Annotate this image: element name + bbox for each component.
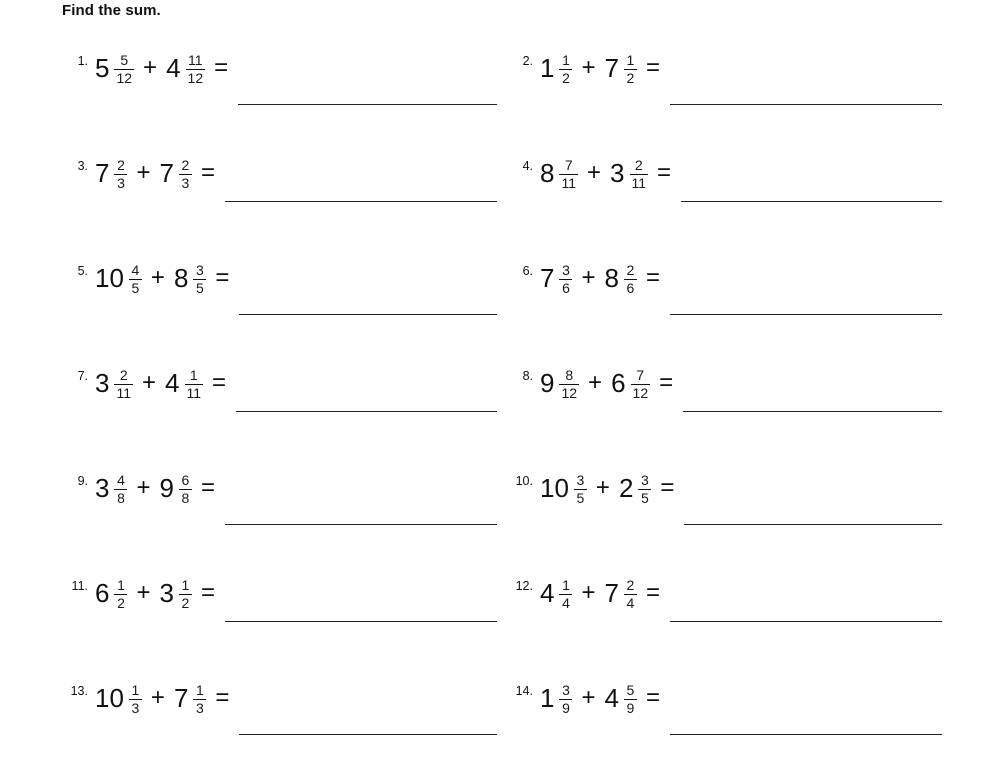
first-denominator: 12 — [561, 384, 578, 401]
problem-row — [0, 672, 1000, 777]
answer-blank[interactable] — [684, 523, 942, 525]
second-fraction — [624, 578, 637, 610]
second-fraction — [624, 263, 637, 295]
problem-item — [507, 252, 952, 357]
first-denominator: 12 — [116, 69, 133, 86]
problem-number: 8. — [522, 369, 533, 383]
second-denominator: 4 — [626, 594, 635, 611]
second-numerator: 1 — [626, 52, 635, 68]
first-fraction — [114, 473, 127, 505]
second-fraction — [185, 368, 204, 400]
first-whole-number: 6 — [95, 578, 110, 609]
problem-item — [62, 252, 507, 357]
second-whole-number: 7 — [159, 158, 174, 189]
equals-symbol: = — [659, 369, 674, 397]
second-numerator: 3 — [641, 472, 649, 488]
first-denominator: 6 — [562, 279, 570, 296]
second-denominator: 5 — [641, 489, 649, 506]
first-numerator: 3 — [576, 472, 585, 488]
operator-symbol: + — [136, 159, 151, 187]
problem-expression — [540, 147, 671, 189]
second-fraction — [193, 263, 206, 295]
problem-expression — [95, 252, 229, 294]
first-denominator: 11 — [116, 384, 132, 401]
problem-row — [0, 462, 1000, 567]
problem-item — [507, 357, 952, 462]
problem-expression — [95, 567, 215, 609]
first-whole-number: 10 — [95, 263, 124, 294]
second-numerator: 2 — [626, 577, 635, 593]
answer-blank[interactable] — [670, 313, 942, 315]
problem-number: 7. — [77, 369, 88, 383]
second-denominator: 6 — [626, 279, 635, 296]
answer-blank[interactable] — [681, 200, 942, 202]
first-numerator: 4 — [117, 472, 125, 488]
first-numerator: 3 — [562, 682, 570, 698]
first-whole-number: 3 — [95, 368, 110, 399]
first-denominator: 4 — [562, 594, 570, 611]
problem-expression — [95, 357, 226, 399]
problem-number: 12. — [515, 579, 533, 593]
operator-symbol: + — [581, 264, 596, 292]
problem-number: 5. — [77, 264, 88, 278]
second-denominator: 3 — [181, 174, 190, 191]
second-denominator: 12 — [187, 69, 204, 86]
second-fraction — [624, 683, 637, 715]
problem-number: 13. — [70, 684, 88, 698]
problem-number: 11. — [71, 579, 88, 593]
second-whole-number: 2 — [618, 473, 634, 504]
first-numerator: 1 — [562, 577, 570, 593]
second-fraction — [179, 578, 192, 610]
problem-row — [0, 252, 1000, 357]
operator-symbol: + — [595, 474, 610, 502]
problem-item — [62, 567, 507, 672]
first-denominator: 3 — [117, 174, 125, 191]
first-denominator: 9 — [562, 699, 570, 716]
problem-item — [62, 147, 507, 252]
second-numerator: 3 — [196, 262, 204, 278]
second-whole-number: 7 — [173, 683, 189, 714]
operator-symbol: + — [150, 264, 165, 292]
problem-row — [0, 567, 1000, 672]
first-whole-number: 9 — [540, 368, 555, 399]
equals-symbol: = — [645, 264, 660, 292]
operator-symbol: + — [150, 684, 165, 712]
problem-grid — [0, 42, 1000, 777]
first-fraction — [574, 473, 587, 505]
second-whole-number: 4 — [166, 53, 181, 84]
problem-number: 3. — [77, 159, 88, 173]
second-whole-number: 6 — [611, 368, 626, 399]
first-numerator: 8 — [565, 367, 574, 383]
first-whole-number: 3 — [95, 473, 110, 504]
problem-expression — [95, 462, 215, 504]
second-fraction — [186, 53, 206, 85]
second-denominator: 5 — [196, 279, 204, 296]
second-fraction — [624, 53, 637, 85]
second-whole-number: 8 — [604, 263, 619, 294]
second-denominator: 2 — [181, 594, 190, 611]
first-fraction — [559, 578, 572, 610]
problem-number: 4. — [522, 159, 533, 173]
operator-symbol: + — [581, 684, 596, 712]
problem-expression — [95, 42, 228, 84]
first-denominator: 3 — [131, 699, 140, 716]
second-denominator: 2 — [626, 69, 635, 86]
second-denominator: 9 — [626, 699, 635, 716]
answer-blank[interactable] — [225, 200, 497, 202]
first-numerator: 1 — [562, 52, 570, 68]
problem-item — [62, 42, 507, 147]
second-numerator: 2 — [634, 157, 643, 173]
first-numerator: 5 — [120, 52, 129, 68]
operator-symbol: + — [581, 579, 596, 607]
first-whole-number: 7 — [540, 263, 555, 294]
problem-item — [62, 672, 507, 777]
second-denominator: 3 — [196, 699, 204, 716]
second-fraction — [179, 473, 192, 505]
problem-item — [507, 672, 952, 777]
operator-symbol: + — [136, 579, 151, 607]
first-fraction — [559, 158, 578, 190]
second-whole-number: 4 — [165, 368, 180, 399]
first-whole-number: 4 — [540, 578, 555, 609]
second-fraction — [193, 683, 206, 715]
problem-number: 14. — [515, 684, 533, 698]
answer-blank[interactable] — [670, 103, 942, 105]
problem-expression — [540, 672, 660, 714]
first-whole-number: 8 — [540, 158, 555, 189]
operator-symbol: + — [136, 474, 151, 502]
problem-expression — [95, 672, 229, 714]
first-denominator: 2 — [117, 594, 125, 611]
problem-number: 2. — [522, 54, 533, 68]
first-fraction — [114, 158, 127, 190]
first-numerator: 4 — [131, 262, 140, 278]
answer-blank[interactable] — [239, 313, 497, 315]
first-fraction — [559, 683, 572, 715]
first-fraction — [559, 368, 579, 400]
first-fraction — [114, 578, 127, 610]
second-numerator: 1 — [196, 682, 204, 698]
first-whole-number: 7 — [95, 158, 110, 189]
operator-symbol: + — [587, 159, 602, 187]
answer-blank[interactable] — [236, 410, 497, 412]
first-numerator: 1 — [117, 577, 125, 593]
first-numerator: 2 — [117, 157, 125, 173]
first-denominator: 8 — [117, 489, 125, 506]
problem-number: 10. — [515, 474, 533, 488]
operator-symbol: + — [142, 369, 157, 397]
problem-item — [507, 567, 952, 672]
problem-row — [0, 357, 1000, 462]
problem-row — [0, 42, 1000, 147]
first-whole-number: 10 — [540, 473, 569, 504]
problem-number: 1. — [77, 54, 88, 68]
worksheet-instruction: Find the sum. — [62, 2, 161, 19]
answer-blank[interactable] — [683, 410, 942, 412]
second-denominator: 11 — [631, 174, 647, 191]
answer-blank[interactable] — [238, 103, 497, 105]
equals-symbol: = — [200, 579, 215, 607]
second-whole-number: 9 — [159, 473, 174, 504]
second-whole-number: 7 — [604, 53, 619, 84]
first-fraction — [129, 263, 142, 295]
first-fraction — [114, 368, 133, 400]
first-numerator: 1 — [131, 682, 140, 698]
second-whole-number: 8 — [173, 263, 189, 294]
problem-expression — [540, 567, 660, 609]
second-numerator: 2 — [181, 157, 190, 173]
second-whole-number: 4 — [604, 683, 619, 714]
first-numerator: 7 — [564, 157, 573, 173]
answer-blank[interactable] — [225, 523, 497, 525]
problem-expression — [540, 42, 660, 84]
second-numerator: 6 — [181, 472, 190, 488]
equals-symbol: = — [200, 474, 215, 502]
problem-item — [62, 357, 507, 462]
first-whole-number: 1 — [540, 683, 555, 714]
problem-item — [62, 462, 507, 567]
equals-symbol: = — [645, 579, 660, 607]
second-denominator: 8 — [181, 489, 190, 506]
second-fraction — [631, 368, 651, 400]
equals-symbol: = — [645, 54, 660, 82]
first-denominator: 5 — [576, 489, 585, 506]
second-denominator: 12 — [632, 384, 649, 401]
second-whole-number: 3 — [159, 578, 174, 609]
problem-item — [507, 462, 952, 567]
second-numerator: 11 — [188, 52, 203, 68]
second-numerator: 2 — [626, 262, 635, 278]
first-denominator: 11 — [561, 174, 577, 191]
first-denominator: 5 — [131, 279, 140, 296]
problem-number: 9. — [77, 474, 88, 488]
second-numerator: 7 — [636, 367, 645, 383]
first-fraction — [559, 53, 572, 85]
operator-symbol: + — [581, 54, 596, 82]
answer-blank[interactable] — [670, 620, 942, 622]
equals-symbol: = — [645, 684, 660, 712]
answer-blank[interactable] — [670, 733, 942, 735]
second-numerator: 5 — [626, 682, 635, 698]
problem-expression — [540, 462, 674, 504]
operator-symbol: + — [588, 369, 603, 397]
second-numerator: 1 — [189, 367, 198, 383]
first-numerator: 2 — [119, 367, 128, 383]
equals-symbol: = — [657, 159, 672, 187]
equals-symbol: = — [214, 54, 229, 82]
equals-symbol: = — [212, 369, 227, 397]
answer-blank[interactable] — [239, 733, 497, 735]
first-whole-number: 5 — [95, 53, 110, 84]
equals-symbol: = — [200, 159, 215, 187]
second-numerator: 1 — [181, 577, 190, 593]
equals-symbol: = — [215, 684, 230, 712]
first-fraction — [114, 53, 134, 85]
problem-item — [507, 147, 952, 252]
problem-number: 6. — [522, 264, 533, 278]
second-whole-number: 7 — [604, 578, 619, 609]
first-fraction — [129, 683, 142, 715]
equals-symbol: = — [660, 474, 675, 502]
first-fraction — [559, 263, 572, 295]
problem-item — [507, 42, 952, 147]
second-fraction — [179, 158, 192, 190]
second-fraction — [630, 158, 649, 190]
first-whole-number: 10 — [95, 683, 124, 714]
operator-symbol: + — [143, 54, 158, 82]
answer-blank[interactable] — [225, 620, 497, 622]
first-whole-number: 1 — [540, 53, 555, 84]
problem-expression — [540, 357, 673, 399]
second-fraction — [638, 473, 651, 505]
first-denominator: 2 — [562, 69, 570, 86]
second-whole-number: 3 — [610, 158, 625, 189]
second-denominator: 11 — [186, 384, 202, 401]
equals-symbol: = — [215, 264, 230, 292]
problem-expression — [540, 252, 660, 294]
first-numerator: 3 — [562, 262, 570, 278]
problem-row — [0, 147, 1000, 252]
problem-expression — [95, 147, 215, 189]
